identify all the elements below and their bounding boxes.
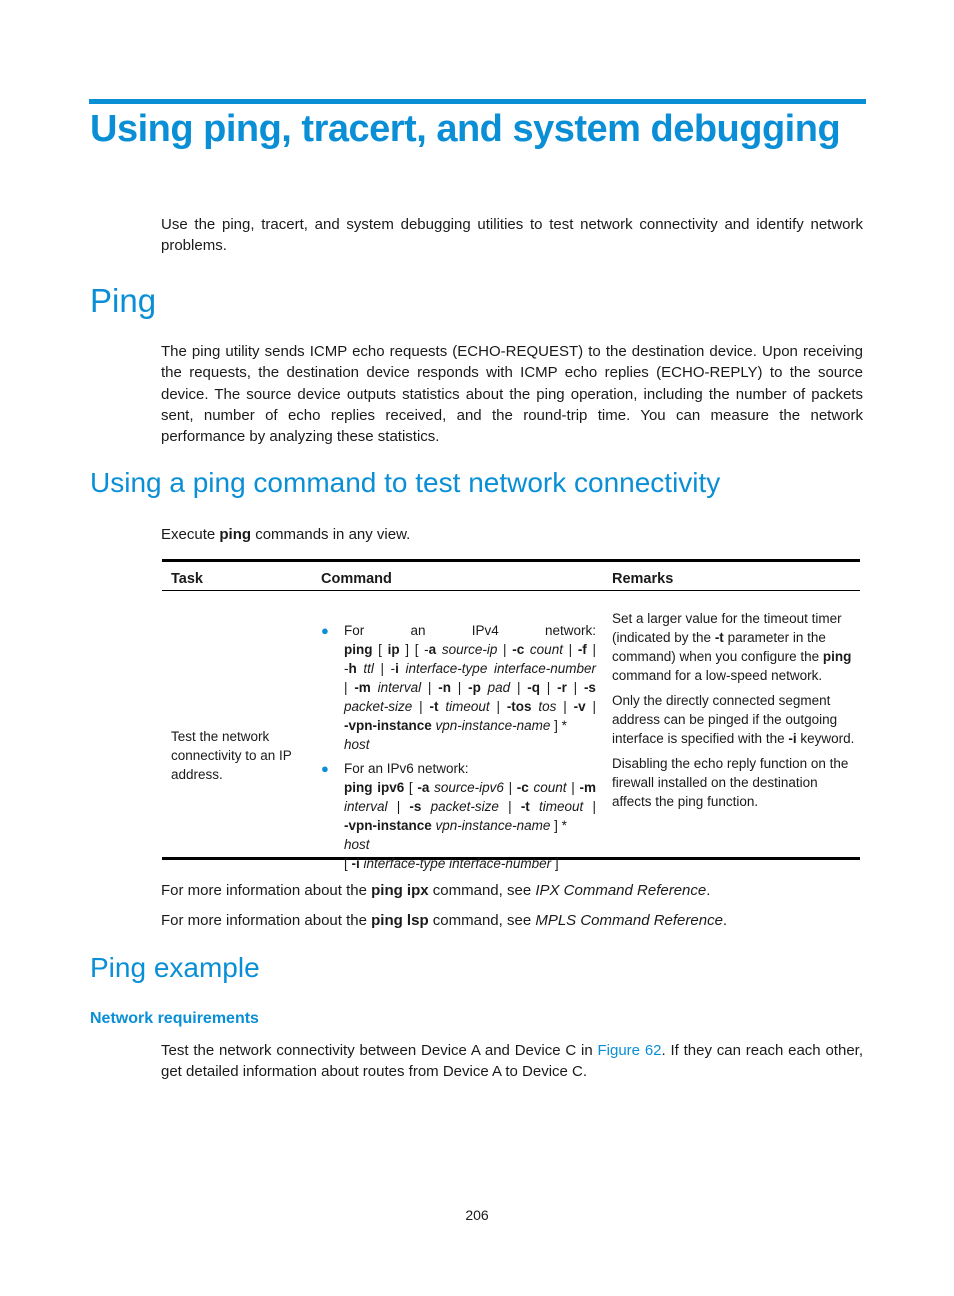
- ipv4-intro: For an IPv4 network:: [344, 623, 596, 638]
- ping-paragraph: The ping utility sends ICMP echo requests (ECHO-REQUEST) to the destination device. Upon receiving the requests, the destination device responds with ICMP echo replies (ECHO-REPLY) to the source device. The source device outputs statistics about the ping operation, including the number of packets sent, number of echo replies received, and the round-trip time. You can measure the network performance by analyzing these statistics.: [161, 343, 863, 446]
- command-cell: [321, 621, 596, 873]
- remark-2: Only the directly connected segment address can be pinged if the outgoing interface is specified with the -i keyword.: [612, 693, 855, 746]
- ipv6-syntax-line-3: -vpn-instance vpn-instance-name ] * host: [344, 818, 567, 852]
- header-command: Command: [321, 571, 392, 587]
- note-lsp: For more information about the ping lsp command, see MPLS Command Reference.: [161, 912, 728, 929]
- ipv4-syntax-line-1: ping [ ip ] [ -a source-ip | -c count | -f |: [344, 642, 596, 657]
- ping-heading: Ping: [90, 282, 157, 319]
- network-requirements-heading: Network requirements: [90, 1010, 259, 1027]
- intro-paragraph: Use the ping, tracert, and system debugging utilities to test network connectivity and identify network problems.: [161, 216, 863, 255]
- table-header-row: [162, 562, 860, 590]
- remark-1: Set a larger value for the timeout timer (indicated by the -t parameter in the command) when you configure the ping command for a low-speed network.: [612, 611, 852, 683]
- header-remarks: Remarks: [612, 571, 674, 587]
- remarks-cell: [612, 609, 857, 817]
- ipv4-syntax-line-4: packet-size | -t timeout | -tos tos | -v |: [344, 699, 596, 714]
- command-table: [162, 559, 860, 871]
- ipv6-intro: For an IPv6 network:: [344, 761, 469, 776]
- bullet-icon: ●: [321, 623, 329, 638]
- title-rule: [89, 99, 866, 104]
- ipv4-syntax-line-3: | -m interval | -n | -p pad | -q | -r | -s: [344, 680, 596, 695]
- bullet-icon: ●: [321, 761, 329, 776]
- ipv6-syntax-line-2: interval | -s packet-size | -t timeout |: [344, 799, 596, 814]
- execute-prefix: Execute: [161, 526, 220, 543]
- ipv4-command: [321, 621, 596, 754]
- table-row: [162, 591, 860, 871]
- figure-62-link[interactable]: Figure 62: [597, 1042, 662, 1059]
- network-requirements-text: Test the network connectivity between Device A and Device C in Figure 62. If they can reach each other, get detailed information about routes from Device A to Device C.: [161, 1042, 863, 1081]
- page-number: 206: [465, 1207, 489, 1223]
- ipv4-syntax-line-5: -vpn-instance vpn-instance-name ] * host: [344, 718, 567, 752]
- using-ping-heading: Using a ping command to test network connectivity: [90, 467, 721, 498]
- remark-3: Disabling the echo reply function on the firewall installed on the destination affects the ping function.: [612, 756, 849, 809]
- execute-suffix: commands in any view.: [251, 526, 411, 543]
- ipv6-syntax-line-1: ping ipv6 [ -a source-ipv6 | -c count | -m: [344, 780, 596, 795]
- execute-line: [161, 524, 863, 545]
- page-title: Using ping, tracert, and system debugging: [90, 108, 841, 150]
- note-ipx: For more information about the ping ipx command, see IPX Command Reference.: [161, 882, 711, 899]
- header-task: Task: [171, 571, 203, 587]
- task-cell: Test the network connectivity to an IP address.: [171, 729, 292, 782]
- ping-example-heading: Ping example: [90, 952, 260, 983]
- execute-command: ping: [219, 526, 252, 543]
- ipv4-syntax-line-2: -h ttl | -i interface-type interface-number: [344, 661, 596, 676]
- ipv6-command: [321, 759, 596, 873]
- ipv6-syntax-line-4: [ -i interface-type interface-number ]: [344, 856, 559, 871]
